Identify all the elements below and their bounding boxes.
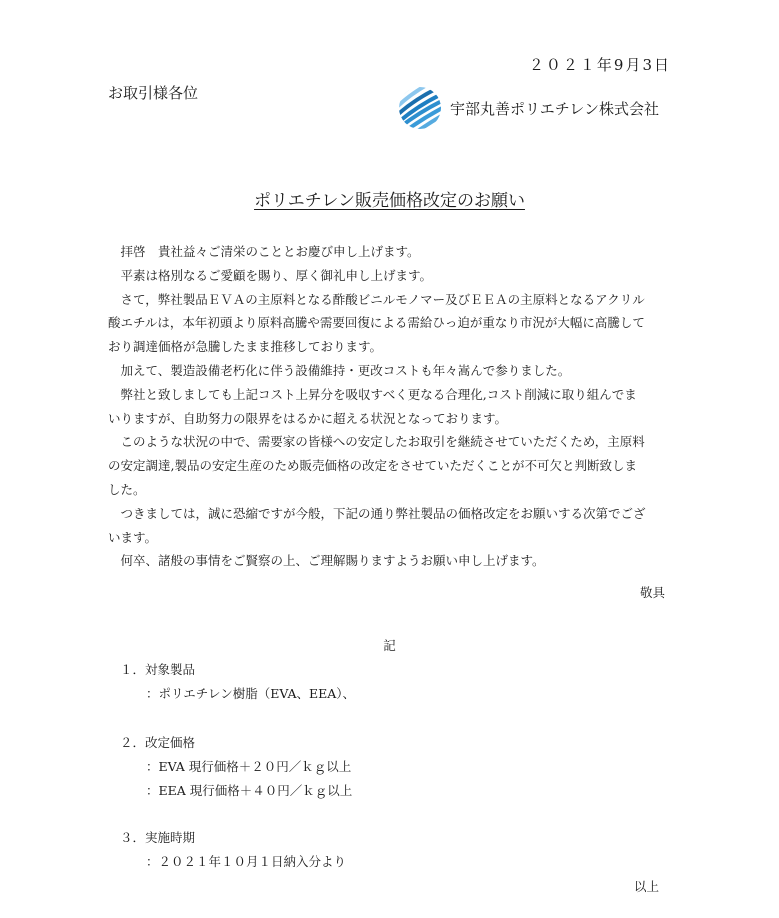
body-line: 何卒、諸般の事情をご賢察の上、ご理解賜りますようお願い申し上げます。 [120,553,545,569]
body-line: 加えて、製造設備老朽化に伴う設備維持・更改コストも年々嵩んで参りました。 [120,362,571,378]
document-title-text: ポリエチレン販売価格改定のお願い [254,191,525,211]
body-line: つきましては，誠に恐縮ですが今般，下記の通り弊社製品の価格改定をお願いする次第でござ [120,505,646,521]
addressee: お取引様各位 [108,84,199,102]
item1-detail: ：ポリエチレン樹脂（EVA、EEA）、 [146,686,356,701]
letter-body [108,240,686,573]
item2-heading: ２．改定価格 [120,735,196,750]
item3-heading: ３．実施時期 [120,830,196,845]
body-line: した。 [108,481,146,497]
company-block [398,86,659,130]
item1-heading: １．対象製品 [120,662,196,677]
body-line: おり調達価格が急騰したまま推移しております。 [108,339,383,355]
body-line: いりますが、自助努力の限界をはるかに超える状況となっております。 [108,410,508,426]
body-line: の安定調達,製品の安定生産のため販売価格の改定をさせていただくことが不可欠と判断致しま [108,458,637,474]
body-line: 平素は格別なるご愛顧を賜り、厚く御礼申し上げます。 [120,267,433,283]
closing-keigu: 敬具 [639,585,665,600]
item2-detail-eea: ：EEA 現行価格＋４０円／ｋｇ以上 [146,783,353,798]
body-line: このような状況の中で、需要家の皆様への安定したお取引を継続させていただくため，主原料 [120,434,645,450]
body-line: さて，弊社製品ＥＶＡの主原料となる酢酸ビニルモノマー及びＥＥＡの主原料となるアクリル [120,291,645,307]
ki-marker: 記 [383,638,396,653]
company-name: 宇部丸善ポリエチレン株式会社 [450,99,660,118]
body-line: 弊社と致しましても上記コスト上昇分を吸収すべく更なる合理化,コスト削減に取り組んでま [120,386,637,402]
document-title [0,186,779,211]
closing-ijo: 以上 [633,879,659,894]
company-logo-icon [398,86,442,130]
item2-detail-eva: ：EVA 現行価格＋２０円／ｋｇ以上 [146,759,352,774]
item3-detail: ：２０２１年１０月１日納入分より [146,854,347,869]
letter-date: ２０２１年9月3日 [528,56,671,74]
body-line: 拝啓 貴社益々ご清栄のこととお慶び申し上げます。 [120,244,420,259]
body-line: 酸エチルは，本年初頭より原料高騰や需要回復による需給ひっ迫が重なり市況が大幅に高騰して [108,315,645,331]
body-line: います。 [108,529,158,545]
